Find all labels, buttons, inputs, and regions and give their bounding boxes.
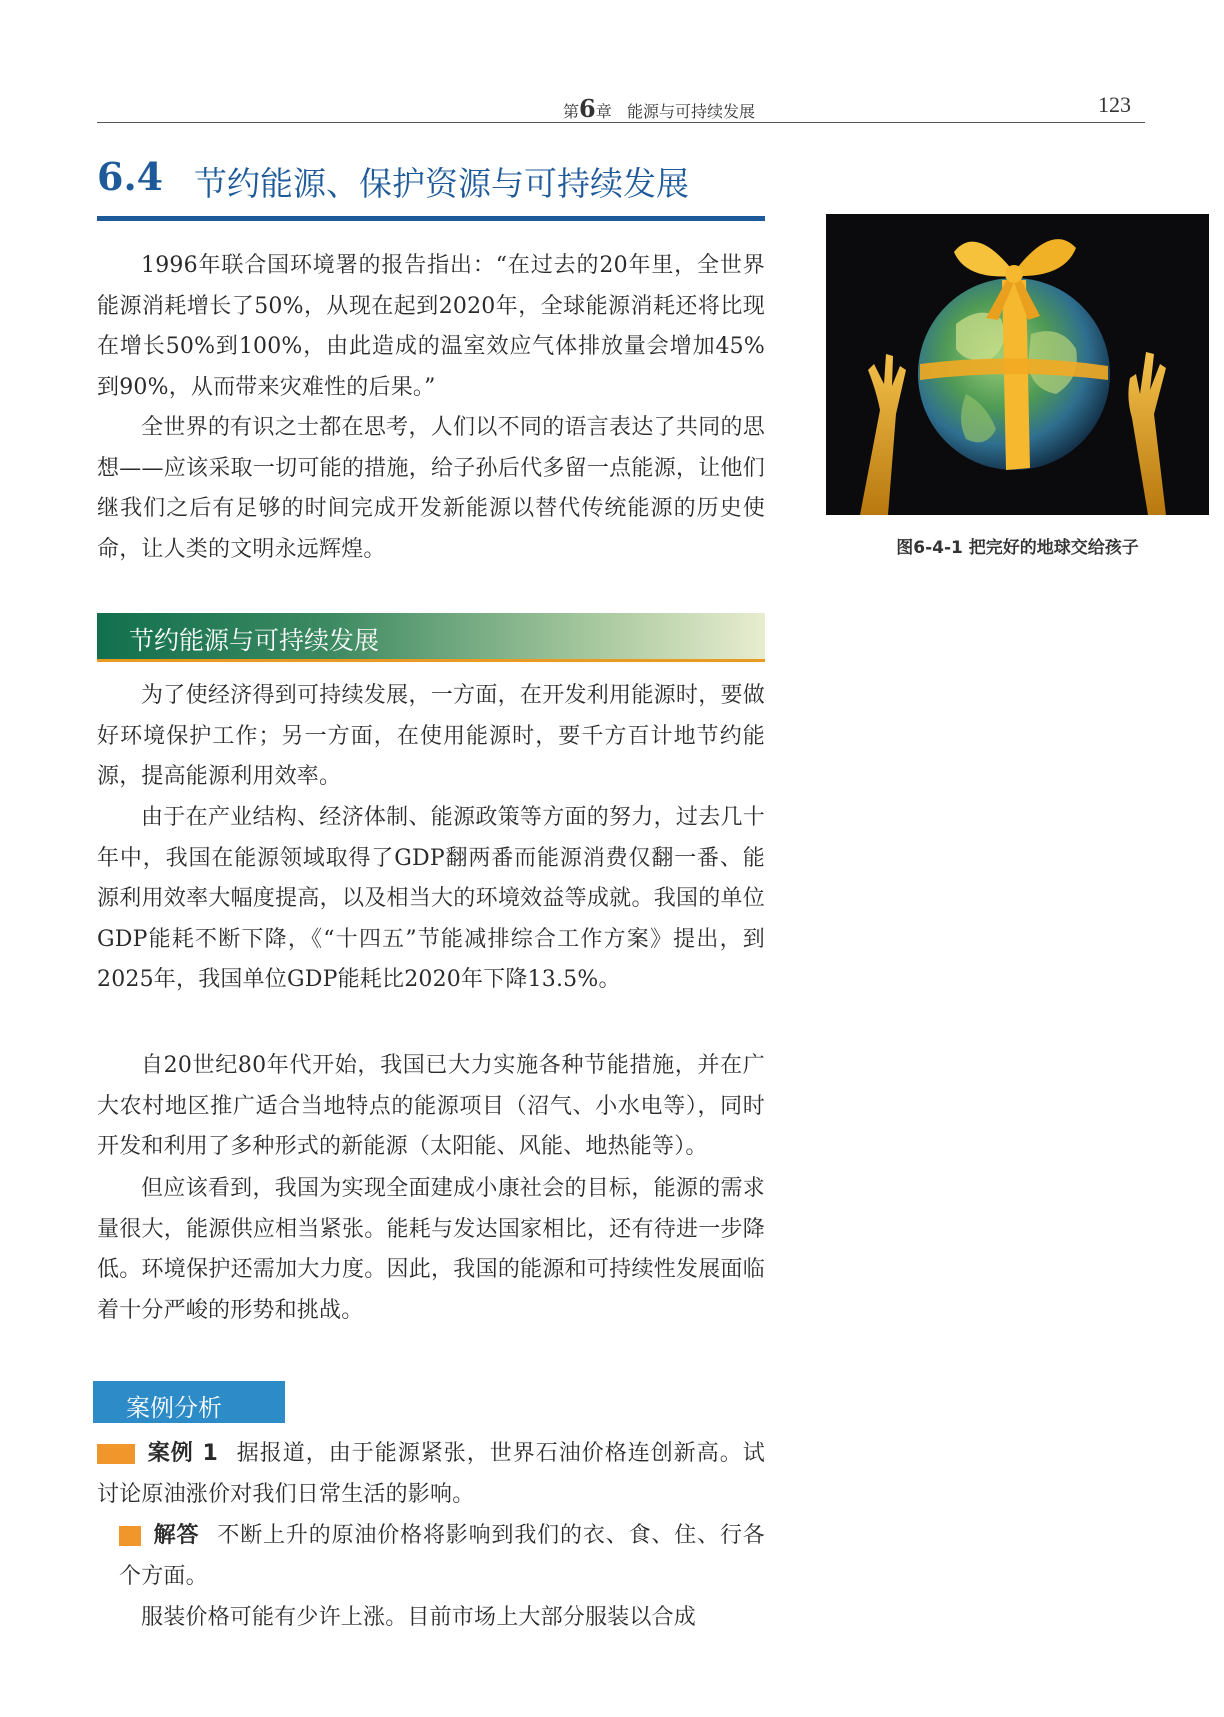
case-analysis-label: 案例分析 [126, 1394, 222, 1422]
earth-gift-illustration [826, 214, 1209, 515]
answer-marker-icon [119, 1526, 141, 1546]
case-marker-icon [97, 1444, 135, 1464]
body-paragraph-3: 自20世纪80年代开始，我国已大力实施各种节能措施，并在广大农村地区推广适合当地特点的能源项目（沼气、小水电等），同时开发和利用了多种形式的新能源（太阳能、风能、地热能等）。 [97, 1053, 765, 1159]
chapter-prefix: 第 [563, 102, 580, 121]
page-number: 123 [1098, 92, 1131, 117]
case-text: 据报道，由于能源紧张，世界石油价格连创新高。试讨论原油涨价对我们日常生活的影响。 [97, 1441, 765, 1507]
answer-label: 解答 [153, 1523, 200, 1548]
section-title [97, 154, 765, 221]
body-paragraph-4: 但应该看到，我国为实现全面建成小康社会的目标，能源的需求量很大，能源供应相当紧张。能耗与发达国家相比，还有待进一步降低。环境保护还需加大力度。因此，我国的能源和可持续性发展面临着十分严峻的形势和挑战。 [97, 1176, 765, 1323]
intro-paragraph-2: 全世界的有识之士都在思考，人们以不同的语言表达了共同的思想——应该采取一切可能的措施，给子孙后代多留一点能源，让他们继我们之后有足够的时间完成开发新能源以替代传统能源的历史使命，让人类的文明永远辉煌。 [97, 415, 765, 562]
case-label: 案例 1 [147, 1441, 218, 1466]
body-paragraph-1: 为了使经济得到可持续发展，一方面，在开发利用能源时，要做好环境保护工作；另一方面，在使用能源时，要千方百计地节约能源，提高能源利用效率。 [97, 683, 765, 789]
earth-gift-photo [826, 214, 1209, 515]
chapter-number: 6 [579, 94, 596, 123]
chapter-label [563, 94, 755, 123]
answer-text: 不断上升的原油价格将影响到我们的衣、食、住、行各个方面。 [119, 1523, 765, 1589]
running-header [97, 88, 1145, 123]
section-name: 节约能源、保护资源与可持续发展 [194, 164, 689, 203]
section-number: 6.4 [97, 154, 164, 199]
case-analysis-heading [93, 1381, 285, 1423]
answer-continuation: 服装价格可能有少许上涨。目前市场上大部分服装以合成 [141, 1605, 697, 1630]
intro-paragraph-1: 1996年联合国环境署的报告指出：“在过去的20年里，全世界能源消耗增长了50%，从现在起到2020年，全球能源消耗还将比现在增长50%到100%，由此造成的温室效应气体排放量会增加45%到90%，从而带来灾难性的后果。” [97, 253, 765, 400]
case-paragraph [97, 1434, 765, 1515]
subsection-title: 节约能源与可持续发展 [129, 626, 380, 655]
chapter-suffix: 章 [595, 102, 612, 121]
subsection-banner [97, 613, 765, 662]
answer-paragraph [97, 1516, 765, 1597]
figure-caption: 图6-4-1 把完好的地球交给孩子 [896, 538, 1139, 558]
body-paragraph-2: 由于在产业结构、经济体制、能源政策等方面的努力，过去几十年中，我国在能源领域取得了GDP翻两番而能源消费仅翻一番、能源利用效率大幅度提高，以及相当大的环境效益等成就。我国的单位GDP能耗不断下降，《“十四五”节能减排综合工作方案》提出，到2025年，我国单位GDP能耗比2020年下降13.5%。 [97, 805, 765, 992]
chapter-title: 能源与可持续发展 [627, 102, 756, 121]
